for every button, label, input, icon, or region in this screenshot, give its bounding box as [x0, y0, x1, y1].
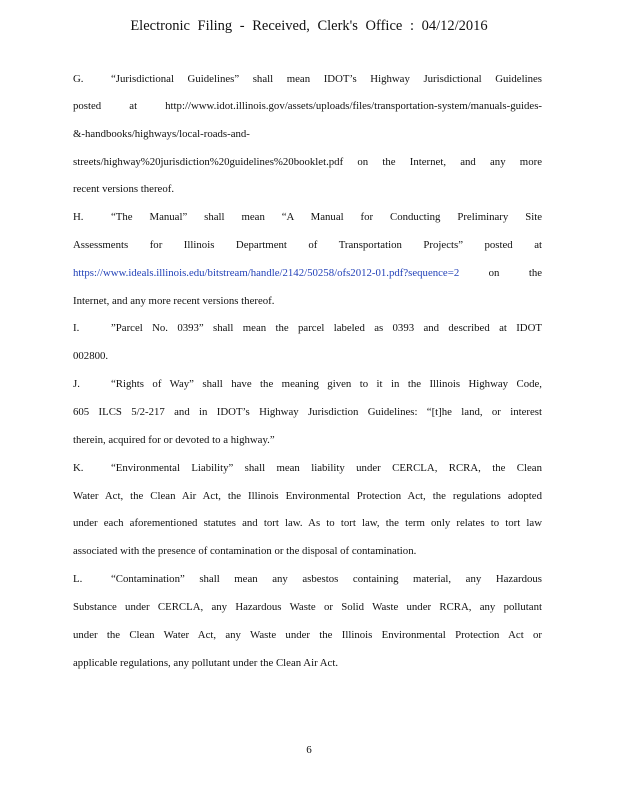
paragraph-l-line-4: applicable regulations, any pollutant under the Clean Air Act.	[73, 657, 339, 669]
paragraph-j-label: J.	[73, 378, 80, 390]
paragraph-l-label: L.	[73, 573, 83, 585]
paragraph-g-line-4: streets/highway%20jurisdiction%20guidelines%20booklet.pdf on the Internet, and any more	[73, 156, 542, 168]
paragraph-g-line-2: posted at http://www.idot.illinois.gov/assets/uploads/files/transportation-system/manuals-guides-	[73, 100, 542, 112]
paragraph-g-line-5: recent versions thereof.	[73, 183, 175, 195]
paragraph-j-line-2: 605 ILCS 5/2-217 and in IDOT’s Highway Jurisdiction Guidelines: “[t]he land, or interest	[73, 406, 542, 418]
paragraph-h-line-2: Assessments for Illinois Department of Transportation Projects” posted at	[73, 239, 542, 251]
paragraph-k-line-1: K. “Environmental Liability” shall mean liability under CERCLA, RCRA, the Clean	[73, 462, 542, 474]
paragraph-l-line-3: under the Clean Water Act, any Waste under the Illinois Environmental Protection Act or	[73, 629, 542, 641]
paragraph-k-line-4: associated with the presence of contamination or the disposal of contamination.	[73, 545, 417, 557]
paragraph-k-line-3: under each aforementioned statutes and tort law. As to tort law, the term only relates to tort law	[73, 517, 542, 529]
paragraph-l-line-2: Substance under CERCLA, any Hazardous Waste or Solid Waste under RCRA, any pollutant	[73, 601, 542, 613]
paragraph-k-label: K.	[73, 462, 84, 474]
paragraph-i-line-2: 002800.	[73, 350, 109, 362]
paragraph-h-label: H.	[73, 211, 84, 223]
paragraph-h-line-1: H. “The Manual” shall mean “A Manual for Conducting Preliminary Site	[73, 211, 542, 223]
paragraph-l-line-1: L. “Contamination” shall mean any asbestos containing material, any Hazardous	[73, 573, 542, 585]
paragraph-j-line-1: J. “Rights of Way” shall have the meaning given to it in the Illinois Highway Code,	[73, 378, 542, 390]
page-header: Electronic Filing - Received, Clerk's Office : 04/12/2016	[130, 18, 488, 34]
paragraph-g-line-1: G. “Jurisdictional Guidelines” shall mean IDOT’s Highway Jurisdictional Guidelines	[73, 73, 542, 85]
paragraph-h-line-4: Internet, and any more recent versions thereof.	[73, 295, 275, 307]
paragraph-k-line-2: Water Act, the Clean Air Act, the Illinois Environmental Protection Act, the regulations adopted	[73, 490, 542, 502]
paragraph-j-line-3: therein, acquired for or devoted to a highway.”	[73, 434, 275, 446]
paragraph-g-line-3: &-handbooks/highways/local-roads-and-	[73, 128, 250, 140]
paragraph-g-label: G.	[73, 73, 84, 85]
manual-link[interactable]: https://www.ideals.illinois.edu/bitstream/handle/2142/50258/ofs2012-01.pdf?sequence=2	[73, 267, 460, 279]
paragraph-i-label: I.	[73, 322, 80, 334]
page-number: 6	[306, 744, 312, 756]
paragraph-h-line-3: https://www.ideals.illinois.edu/bitstream/handle/2142/50258/ofs2012-01.pdf?sequence=2 on the	[73, 267, 543, 279]
paragraph-i-line-1: I. ”Parcel No. 0393” shall mean the parcel labeled as 0393 and described at IDOT	[73, 322, 542, 334]
